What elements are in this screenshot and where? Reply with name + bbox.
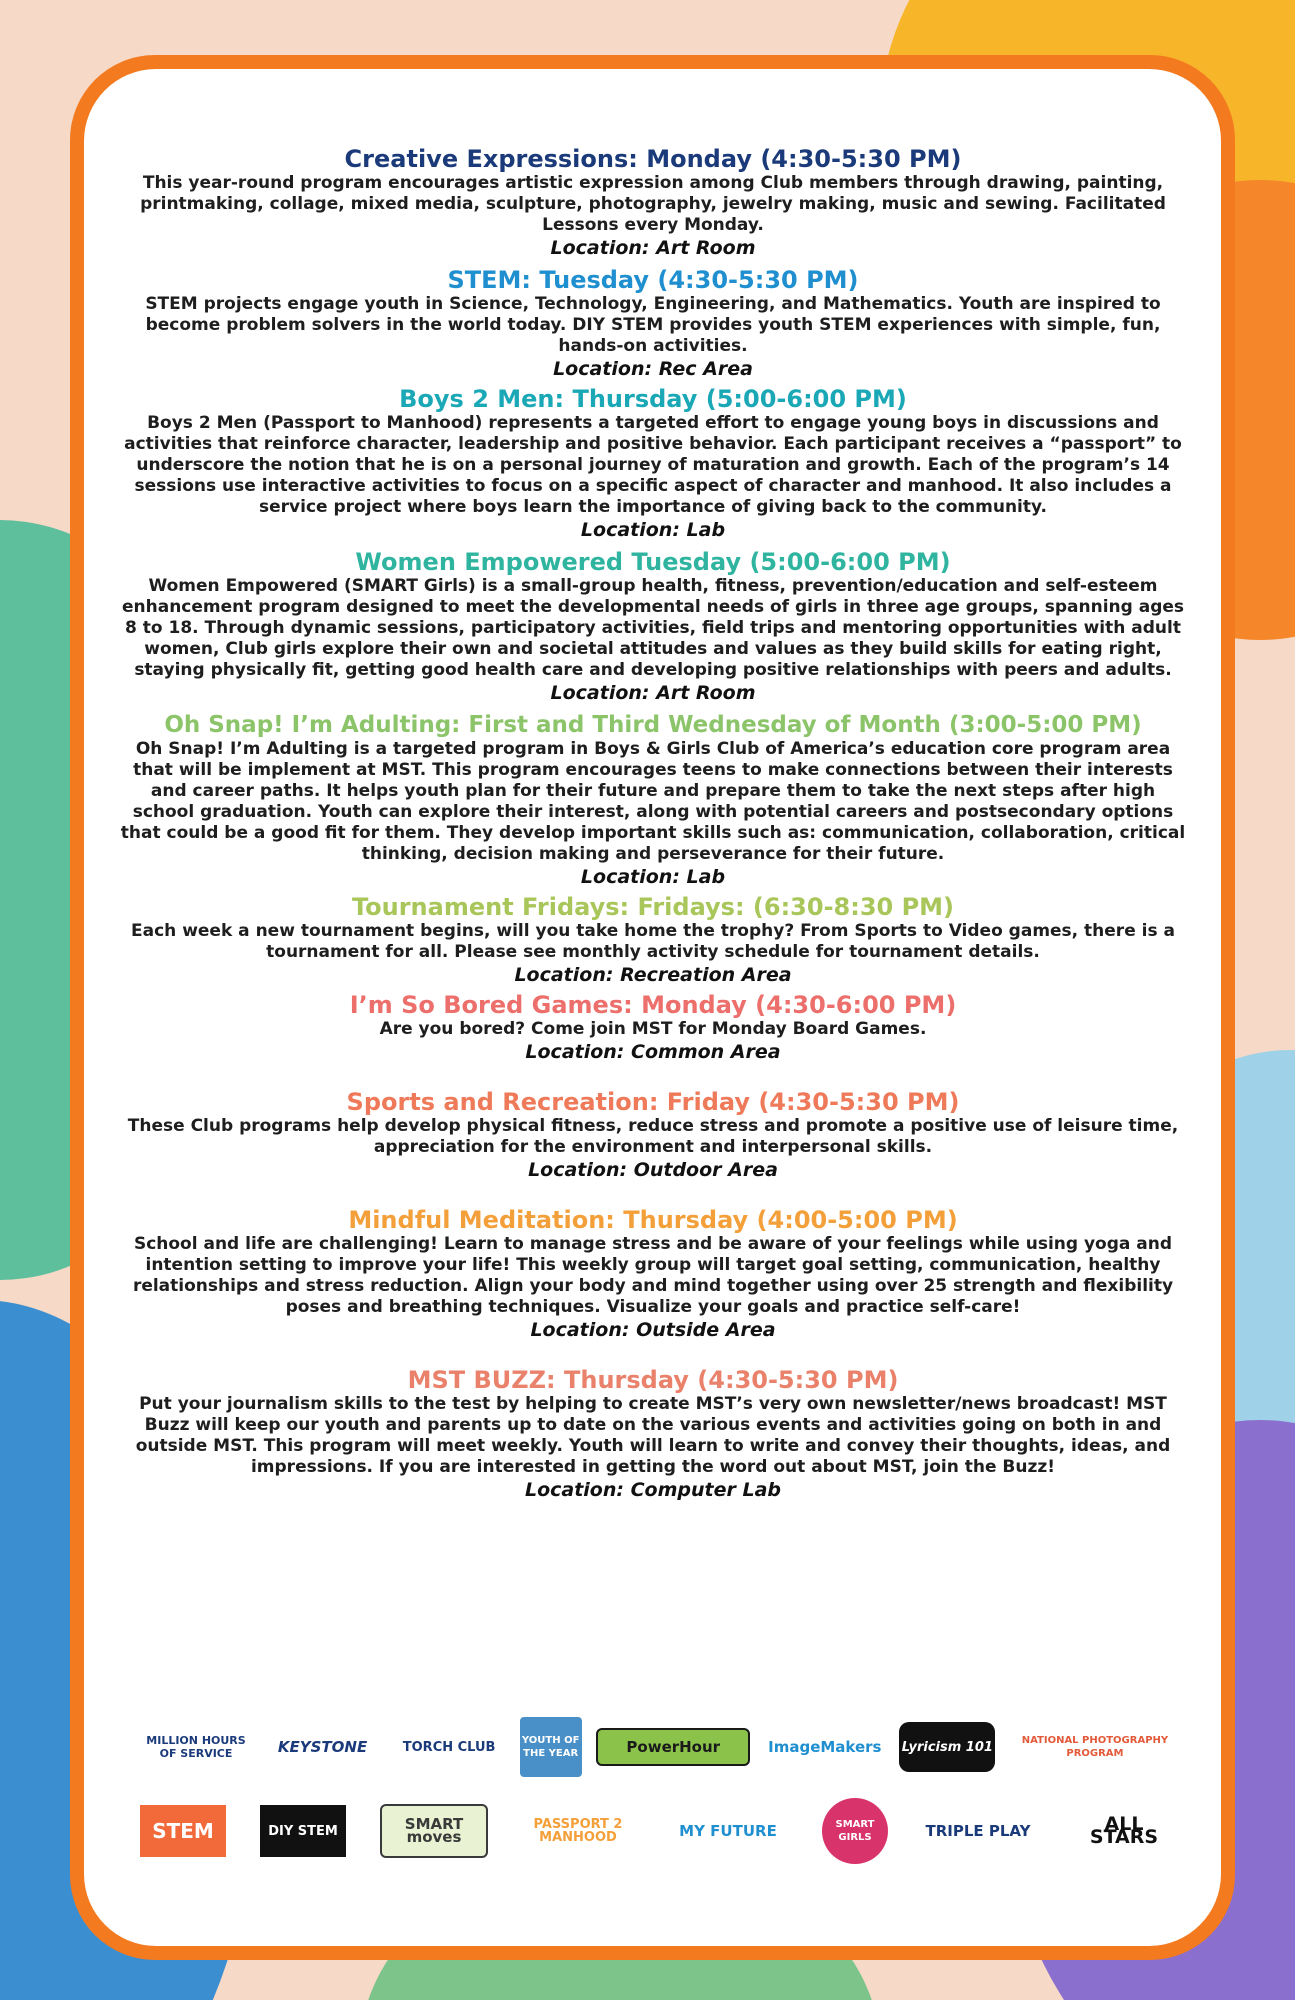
logo-row-2 [140,1796,1180,1866]
program-description: Oh Snap! I’m Adulting is a targeted program in Boys & Girls Club of America’s education core program area that will be implement at MST. This program encourages teens to make connections between their interests and career paths. It helps youth plan for their future and prepare them to take the next steps after high school graduation. Youth can explore their interest, along with potential careers and postsecondary options that could be a good fit for them. They develop important skills such as: communication, collaboration, critical thinking, decision making and perseverance for their future. [120,739,1186,864]
passport-manhood-logo: PASSPORT 2 MANHOOD [533,1817,623,1845]
program-description: Women Empowered (SMART Girls) is a small-group health, fitness, prevention/education and self-esteem enhancement program designed to meet the developmental needs of girls in three age groups, spanning ages 8 to 18. Through dynamic sessions, participatory activities, field trips and mentoring opportunities with adult women, Club girls explore their own and societal attitudes and values as they build skills for eating right, staying physically fit, getting good health care and developing positive relationships with peers and adults. [121,576,1185,680]
program-sports-recreation [120,1088,1186,1182]
youth-of-the-year-logo: YOUTH OF THE YEAR [520,1717,582,1777]
program-location: Location: Computer Lab [524,1479,782,1501]
program-title: MST BUZZ: Thursday (4:30-5:30 PM) [407,1366,899,1394]
program-women-empowered [120,548,1186,705]
program-title: STEM: Tuesday (4:30-5:30 PM) [447,266,859,294]
program-description: Put your journalism skills to the test by helping to create MST’s very own newsletter/news broadcast! MST Buzz will keep our youth and parents up to date on the various events and activities going on both in and outside MST. This program will meet weekly. Youth will learn to write and convey their thoughts, ideas, and impressions. If you are interested in getting the word out about MST, join the Buzz! [135,1394,1171,1477]
program-stem [120,266,1186,381]
lyricism-101-logo: Lyricism 101 [899,1722,995,1772]
program-location: Location: Rec Area [553,358,753,380]
program-description: Are you bored? Come join MST for Monday Board Games. [379,1019,927,1039]
keystone-logo: KEYSTONE [277,1737,368,1756]
logo-row-1 [140,1712,1180,1782]
stem-logo: STEM [140,1805,226,1857]
program-location: Location: Lab [580,866,726,888]
triple-play-logo: TRIPLE PLAY [925,1821,1031,1840]
all-stars-logo: ALL STARS [1089,1813,1159,1848]
image-makers-logo: ImageMakers [768,1737,882,1756]
program-description: These Club programs help develop physical fitness, reduce stress and promote a positive use of leisure time, appreciation for the environment and interpersonal skills. [127,1116,1179,1157]
program-title: Mindful Meditation: Thursday (4:00-5:00 PM) [348,1206,958,1234]
program-boys-2-men [120,385,1186,542]
program-location: Location: Lab [580,519,726,541]
program-oh-snap-adulting [120,711,1186,889]
my-future-logo: MY FUTURE [679,1821,777,1840]
program-mst-buzz [120,1366,1186,1502]
program-mindful-meditation [120,1206,1186,1342]
program-title: Tournament Fridays: Fridays: (6:30-8:30 PM) [351,893,955,921]
program-description: Each week a new tournament begins, will you take home the trophy? From Sports to Video games, there is a tournament for all. Please see monthly activity schedule for tournament details. [131,921,1175,962]
program-location: Location: Recreation Area [514,964,792,986]
program-location: Location: Art Room [550,237,756,259]
program-so-bored-games [120,991,1186,1064]
program-description: Boys 2 Men (Passport to Manhood) represents a targeted effort to engage young boys in discussions and activities that reinforce character, leadership and positive behavior. Each participant receives a “passport” to underscore the notion that he is on a personal journey of maturation and growth. Each of the program’s 14 sessions use interactive activities to focus on a specific aspect of character and manhood. It also includes a service project where boys learn the importance of giving back to the community. [124,413,1182,517]
program-location: Location: Outside Area [530,1319,776,1341]
program-title: Sports and Recreation: Friday (4:30-5:30 PM) [346,1088,960,1116]
program-description: This year-round program encourages artistic expression among Club members through drawing, painting, printmaking, collage, mixed media, sculpture, photography, jewelry making, music and sewing. Facilitated Lessons every Monday. [140,173,1166,235]
program-creative-expressions [120,145,1186,260]
program-tournament-fridays [120,893,1186,987]
national-photography-logo: NATIONAL PHOTOGRAPHY PROGRAM [1021,1735,1169,1759]
program-description: STEM projects engage youth in Science, Technology, Engineering, and Mathematics. Youth are inspired to become problem solvers in the world today. DIY STEM provides youth STEM experiences with simple, fun, hands-on activities. [145,294,1161,356]
program-location: Location: Common Area [525,1041,781,1063]
program-location: Location: Outdoor Area [528,1159,778,1181]
program-title: Creative Expressions: Monday (4:30-5:30 PM) [344,145,962,173]
program-title: Boys 2 Men: Thursday (5:00-6:00 PM) [399,385,907,413]
program-logos [140,1712,1180,1880]
program-title: Oh Snap! I’m Adulting: First and Third Wednesday of Month (3:00-5:00 PM) [164,712,1142,738]
program-title: Women Empowered Tuesday (5:00-6:00 PM) [355,548,951,576]
program-title: I’m So Bored Games: Monday (4:30-6:00 PM) [349,991,957,1019]
power-hour-logo: PowerHour [596,1728,750,1766]
diy-stem-logo: DIY STEM [260,1805,346,1857]
program-location: Location: Art Room [550,682,756,704]
smart-moves-logo: SMART moves [380,1804,488,1858]
program-list [120,145,1186,1502]
program-description: School and life are challenging! Learn to manage stress and be aware of your feelings while using yoga and intention setting to improve your life! This weekly group will target goal setting, communication, healthy relationships and stress reduction. Align your body and mind together using over 25 strength and flexibility poses and breathing techniques. Visualize your goals and practice self-care! [132,1234,1174,1317]
smart-girls-logo: SMART GIRLS [822,1798,888,1864]
million-hours-logo: MILLION HOURS OF SERVICE [146,1734,246,1760]
torch-club-logo: TORCH CLUB [402,1739,496,1755]
